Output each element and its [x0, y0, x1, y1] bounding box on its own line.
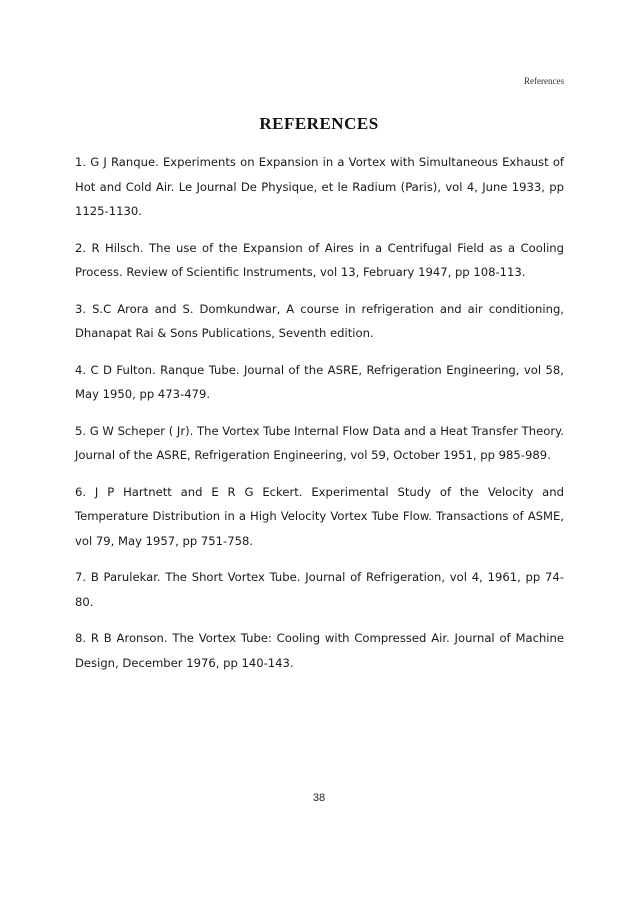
reference-item-7: 7. B Parulekar. The Short Vortex Tube. Journal of Refrigeration, vol 4, 1961, pp 74-80. [75, 570, 564, 609]
reference-item-6: 6. J P Hartnett and E R G Eckert. Experimental Study of the Velocity and Temperature Distribution in a High Velocity Vortex Tube Flow. Transactions of ASME, vol 79, May 1957, pp 751-758. [75, 484, 564, 548]
running-header: References [524, 76, 564, 86]
page-number: 38 [312, 792, 326, 804]
reference-item-1: 1. G J Ranque. Experiments on Expansion in a Vortex with Simultaneous Exhaust of Hot and Cold Air. Le Journal De Physique, et le Radium (Paris), vol 4, June 1933, pp 1125-1130. [75, 155, 564, 218]
reference-list [75, 150, 564, 687]
page-title: REFERENCES [259, 114, 379, 133]
reference-item-8: 8. R B Aronson. The Vortex Tube: Cooling with Compressed Air. Journal of Machine Design, December 1976, pp 140-143. [75, 631, 564, 670]
reference-item-5: 5. G W Scheper ( Jr). The Vortex Tube Internal Flow Data and a Heat Transfer Theory. Journal of the ASRE, Refrigeration Engineering, vol 59, October 1951, pp 985-989. [75, 423, 564, 462]
reference-item-4: 4. C D Fulton. Ranque Tube. Journal of the ASRE, Refrigeration Engineering, vol 58, May 1950, pp 473-479. [75, 362, 564, 401]
reference-item-2: 2. R Hilsch. The use of the Expansion of Aires in a Centrifugal Field as a Cooling Process. Review of Scientific Instruments, vol 13, February 1947, pp 108-113. [75, 240, 564, 279]
reference-item-3: 3. S.C Arora and S. Domkundwar, A course in refrigeration and air conditioning, Dhanapat Rai & Sons Publications, Seventh edition. [75, 301, 564, 340]
